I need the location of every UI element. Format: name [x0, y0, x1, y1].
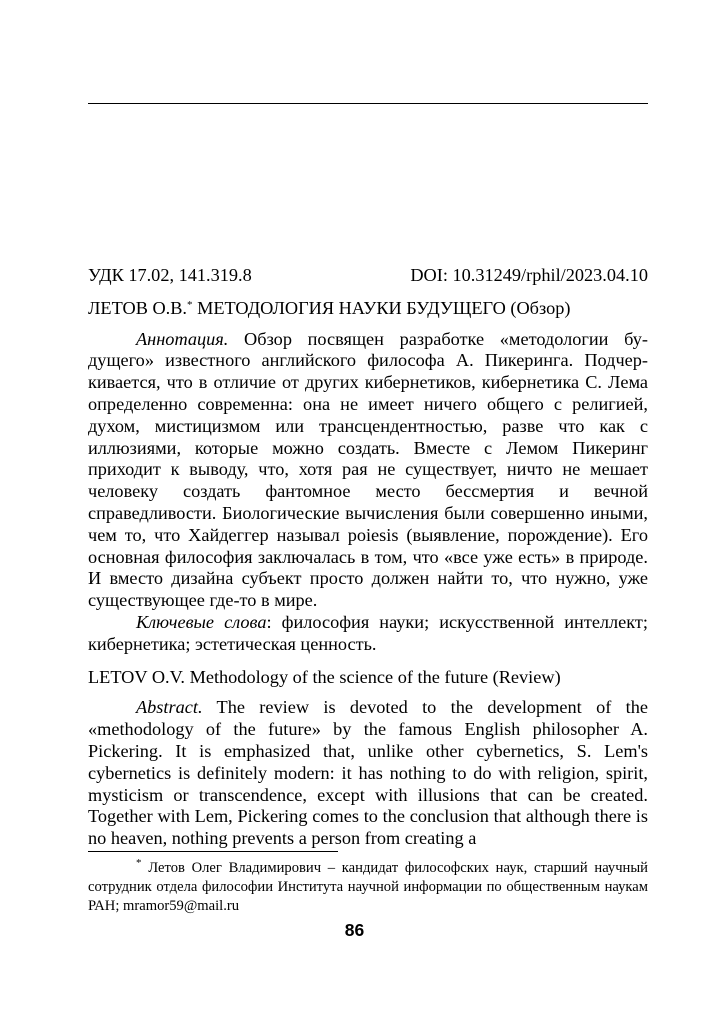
- header-rule: [88, 103, 648, 104]
- keywords-text: : философия науки; искусственной интеллект; кибернетика; эстетическая ценность.: [88, 611, 648, 654]
- footnote: [88, 859, 648, 916]
- meta-row: [88, 265, 648, 287]
- page-number: 86: [344, 920, 365, 940]
- abstract-text: The review is devoted to the development of the «methodology of the future» by the famous English philosopher A. Pickering. It is emphasized that, unlike other cybernetics, S. Lem's cybernetics is definitely modern: it has nothing to do with religion, spirit, mysticism or transcendence, except with illusions that can be created. Together with Lem, Pickering comes to the conclusion that although there is no heaven, nothing prevents a person from creating a: [88, 697, 648, 849]
- footnote-ref: *: [187, 298, 193, 311]
- annotation-text: Обзор посвящен разработке «методологии будущего» известного английского философа А. Пикеринга. Подчеркивается, что в отличие от других кибернетиков, кибернетика С. Лема определенно современна: она не имеет ничего общего с религией, духом, мистицизмом или трансцендентностью, разве что как с иллюзиями, которые можно создать. Вместе с Лемом Пикеринг приходит к выводу, что, хотя рая не существует, ничто не мешает человеку создать фантомное место бессмертия и вечной справедливости. Биологические вычисления были совершенно иными, чем то, что Хайдеггер называл poiesis (выявление, порождение). Его основная философия заключалась в том, что «все уже есть» в природе. И вместо дизайна субъект просто должен найти то, что нужно, уже существующее где-то в мире.: [88, 328, 648, 611]
- abstract-label: Abstract.: [136, 697, 203, 718]
- annotation: [88, 329, 648, 612]
- english-title: LETOV O.V. Methodology of the science of the future (Review): [88, 666, 561, 687]
- keywords: [88, 612, 648, 656]
- footnote-text: Летов Олег Владимирович – кандидат философских наук, старший научный сотрудник отдела философии Института научной информации по общественным наукам РАН; mramor59@mail.ru: [88, 860, 648, 914]
- footnote-rule: [88, 851, 338, 852]
- abstract: [88, 697, 648, 850]
- udc-code: УДК 17.02, 141.319.8: [88, 265, 252, 285]
- doi: DOI: 10.31249/rphil/2023.04.10: [410, 265, 648, 285]
- footnote-mark: *: [136, 857, 142, 869]
- keywords-label: Ключевые слова: [136, 611, 267, 632]
- russian-title: [88, 298, 648, 320]
- author-name: ЛЕТОВ О.В.: [88, 297, 187, 318]
- article-body: [88, 265, 648, 850]
- article-title: МЕТОДОЛОГИЯ НАУКИ БУДУЩЕГО (Обзор): [192, 297, 571, 318]
- annotation-label: Аннотация.: [136, 328, 229, 349]
